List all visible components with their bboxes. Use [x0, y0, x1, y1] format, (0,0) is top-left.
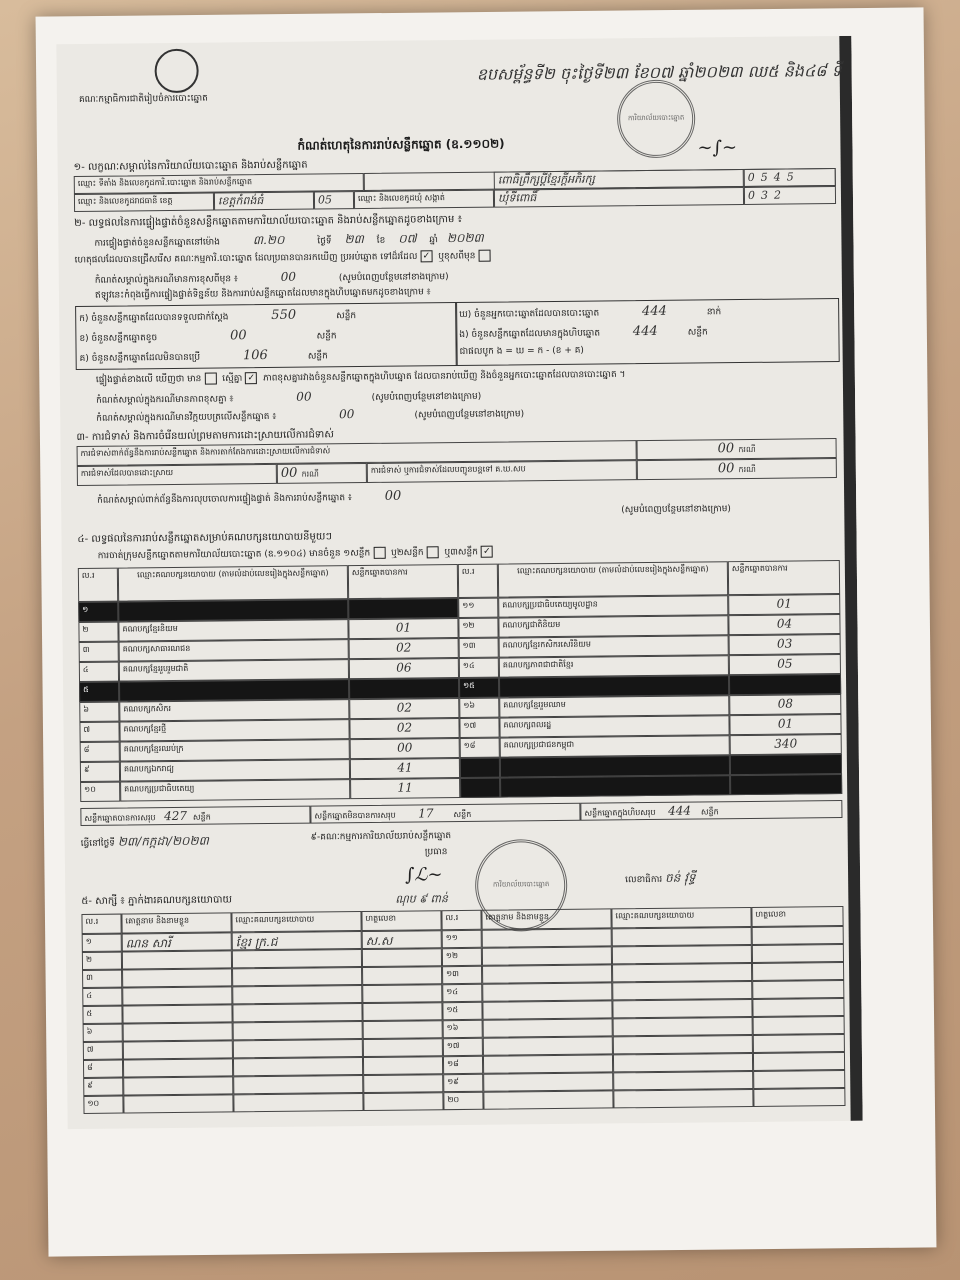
party-row-no-right: ១២ [458, 618, 498, 638]
s1-row1-label: ឈ្មោះ ទីតាំង និងលេខកូដការិ.បោះឆ្នោត និងរាប់សន្លឹកឆ្នោត [74, 173, 364, 194]
count-c: គ) ចំនួនសន្លឹកឆ្នោតដែលមិនបានប្រើ 106 សន្លឹក [79, 347, 328, 364]
witness-row-sign [363, 1038, 443, 1057]
objection-resolved-value: 00 ករណី [277, 463, 367, 484]
nec-logo-icon [154, 49, 198, 93]
official-stamp: ការិយាល័យបោះឆ្នោត [617, 80, 696, 159]
sheets-1-checkbox[interactable] [373, 547, 385, 559]
col-party-header: ឈ្មោះគណបក្សនយោបាយ (តាមលំដាប់លេខរៀងក្នុងសន្លឹកឆ្នោត) [118, 565, 348, 601]
count-d: ឃ) ចំនួនអ្នកបោះឆ្នោតដែលបានបោះឆ្នោត 444 នាក់ [459, 303, 722, 320]
witness-row-party [233, 1021, 363, 1040]
commune-code: 032 [744, 186, 836, 205]
witness-row-party [233, 1075, 363, 1094]
witness-row-no: ៥ [82, 1006, 122, 1024]
witness-no-header-right: ល.រ [441, 910, 481, 930]
witness-row-sign-right [753, 1088, 845, 1107]
commune-name: ឃុំទីពោធិ៍ [494, 187, 744, 208]
org-name: គណៈកម្មាធិការជាតិរៀបចំការបោះឆ្នោត [78, 93, 208, 105]
witness-name-header: គោត្តនាម និងនាមខ្លួន [121, 912, 231, 933]
witness-row-name [123, 1094, 233, 1113]
witness-row-name-right [482, 928, 612, 947]
section2-heading: ២- លទ្ធផលនៃការផ្ទៀងផ្ទាត់ចំនួនសន្លឹកឆ្នោតតាមការិយាល័យបោះឆ្នោត និងរាប់សន្លឹកឆ្នោតដូចខាងក្រោម ៖ [74, 213, 463, 230]
witness-row-name [122, 1004, 232, 1023]
station-name: ពោធិព្រឹក្សប្តីខ្មែរក្តីអភិរក្ស [494, 169, 744, 190]
party-row-no-right: ១៤ [459, 658, 499, 678]
station-code: 0545 [744, 168, 836, 187]
total-valid: សន្លឹកឆ្នោតបានការសរុប 427 សន្លឹក [80, 806, 310, 826]
witness-row-sign-right [753, 1016, 845, 1035]
witness-row-no-right: ២០ [443, 1092, 483, 1110]
witness-row-sign [362, 1002, 442, 1021]
cancel-note-fill: (សូមបំពេញបន្ថែមនៅខាងក្រោម) [621, 504, 731, 516]
witness-row-sign [362, 948, 442, 967]
section4-heading: ៤- លទ្ធផលនៃការរាប់សន្លឹកឆ្នោតសម្រាប់គណបក្សនយោបាយនីមួយៗ [77, 531, 333, 545]
witness-row-no: ៨ [83, 1060, 123, 1078]
party-row-votes-right: 03 [729, 634, 841, 655]
witness-row-name [123, 1058, 233, 1077]
ballot-yes-checkbox[interactable]: ✓ [420, 250, 432, 262]
witness-row-sign [362, 966, 442, 985]
witness-row-name-right [483, 1018, 613, 1037]
witness-row-name-right [483, 1036, 613, 1055]
party-row-name-right: គណបក្សភាពជាជាតិខ្មែរ [499, 655, 729, 677]
party-row-votes-left [348, 598, 458, 619]
party-row-no-left: ៤ [79, 662, 119, 682]
party-row-no-left: ១ [78, 602, 118, 622]
party-row-votes-right: 01 [729, 714, 841, 735]
objection-row1-value: 00 ករណី [637, 438, 837, 460]
party-row-name-right: គណបក្សខ្មែររួមឈាម [499, 695, 729, 717]
secretary-label: លេខាធិការ ចន់ វុទ្ធី [625, 870, 696, 886]
witness-row-no: ៣ [82, 970, 122, 988]
witness1-signature: ស.ស [365, 933, 393, 949]
party-row-votes-right [730, 754, 842, 775]
party-row-no-left: ៨ [80, 742, 120, 762]
party-row-name-left: គណបក្សឯករាជ្យ [120, 759, 350, 781]
witness-row-name-right [483, 1054, 613, 1073]
party-row-votes-left [349, 678, 459, 699]
witness-row-sign-right [753, 1070, 845, 1089]
verify-time-line: ការផ្ទៀងផ្ទាត់ចំនួនសន្លឹកឆ្នោតនៅម៉ោង ៣.២០ ថ្ងៃទី ២៣ ខែ ០៧ ឆ្នាំ ២០២៣ [94, 230, 484, 249]
witness-row-name [123, 1022, 233, 1041]
party-row-votes-left: 02 [349, 718, 459, 739]
s1-row2-label: ឈ្មោះ និងលេខកូដរាជធានី ខេត្ត [74, 193, 214, 212]
count-b: ខ) ចំនួនសន្លឹកឆ្នោតខូច 00 សន្លឹក [79, 328, 337, 344]
witness-row-party [232, 967, 362, 986]
witness-row-no-right: ១៥ [442, 1002, 482, 1020]
witness-row-no: ១០ [83, 1096, 123, 1114]
witness-row-sign-right [752, 944, 844, 963]
province-name: ខេត្តកំពង់ធំ [214, 192, 314, 211]
witness-row-sign [363, 1020, 443, 1039]
party-row-name-left: គណបក្សសាធារណជន [119, 639, 349, 661]
witness-row-name-right [482, 982, 612, 1001]
witness-row-name-right [482, 946, 612, 965]
witness-row-party-right [613, 1035, 753, 1054]
extra2-line: កំណត់សម្គាល់ក្នុងករណីមានវិក្កយបត្រលើសន្លឹកឆ្នោត ៖ 00 (សូមបំពេញបន្ថែមនៅខាងក្រោម) [96, 407, 525, 424]
party-row-votes-right [729, 674, 841, 695]
witness-row-party-right [612, 945, 752, 964]
witness-row-no-right: ១៨ [443, 1056, 483, 1074]
difference-line: កំណត់សម្គាល់ក្នុងករណីមានការខុសពីមុន ៖ 00 (សូមបំពេញបន្ថែមនៅខាងក្រោម) [94, 269, 449, 286]
ballot-box-line: ហេតុផលដែលបានជ្រើសរើស គណៈកម្មការិ.បោះឆ្នោត ដែលប្រធានបានរកឃើញ ប្រអប់ឆ្នោត ទៅដ៏រដែល ✓ ឬខុសពីមុន [75, 250, 494, 268]
witness-row-party-right [612, 927, 752, 946]
section1-heading: ១- លក្ខណៈសម្គាល់នៃការិយាល័យបោះឆ្នោត និងរាប់សន្លឹកឆ្នោត [73, 159, 308, 174]
party-row-name-right: គណបក្សខ្មែរកសិករសេរីនិយម [499, 635, 729, 657]
witness-row-name [122, 986, 232, 1005]
sheets-2-checkbox[interactable] [427, 546, 439, 558]
objection-forwarded-label: ការជំទាស់ ឬការជំទាស់ដែលបញ្ជូនបន្តទៅ គ.ឃ.សប [367, 460, 637, 483]
witness-row-sign-right [752, 926, 844, 945]
party-row-votes-left: 02 [349, 638, 459, 659]
witness-row-sign-right [753, 1052, 845, 1071]
match-line: ផ្ទៀងផ្ទាត់ខាងលើ ឃើញថា មាន ស្មើគ្នា ✓ ភាពខុសគ្នារវាងចំនួនសន្លឹកឆ្នោតក្នុងហិបឆ្នោត ដែលបានរាប់ឃើញ និងចំនួនអ្នកបោះឆ្នោតដែលបានបោះឆ្នោត ។ [95, 369, 626, 386]
total-all: សន្លឹកឆ្នោតក្នុងហិបសរុប 444 សន្លឹក [580, 800, 842, 821]
section2-intro: ឥឡូវនេះកំពុងធ្វើការផ្ទៀងផ្ទាត់ទិន្នន័យ និងការរាប់សន្លឹកឆ្នោតដែលមានក្នុងហិបឆ្នោតមកដូចខាងក្រោម ៖ [94, 287, 431, 301]
witness-party-header: ឈ្មោះគណបក្សនយោបាយ [231, 911, 361, 932]
witness-row-no: ២ [82, 952, 122, 970]
s1-commune-label: ឈ្មោះ និងលេខកូដឃុំ សង្កាត់ [354, 190, 494, 209]
party-row-name-left: គណបក្សកសិករ [119, 699, 349, 721]
col-votes-header-right: សន្លឹកឆ្នោតបានការ [728, 560, 840, 595]
committee-label: ៩-គណៈកម្មការការិយាល័យរាប់សន្លឹកឆ្នោត [310, 831, 452, 843]
committee-stamp: ការិយាល័យបោះឆ្នោត [475, 839, 568, 932]
witness-row-no-right: ១១ [442, 930, 482, 948]
signature-top: ~∫~ [697, 137, 738, 159]
witness-row-no-right: ១៣ [442, 966, 482, 984]
party-row-name-right: គណបក្សប្រជាធិបតេយ្យមូលដ្ឋាន [498, 595, 728, 617]
total-invalid: សន្លឹកឆ្នោតមិនបានការសរុប 17 សន្លឹក [310, 803, 580, 824]
party-row-name-right: គណបក្សប្រជាជនកម្ពុជា [500, 735, 730, 757]
president-name: ណុប ៩ ពាន់ [395, 892, 449, 906]
witness-row-name-right [482, 1000, 612, 1019]
president-signature: ∫ℒ~ [404, 864, 443, 886]
objection-row1-label: ការជំទាស់ពាក់ព័ន្ធនឹងការរាប់សន្លឹកឆ្នោត និងការតាក់តែងការដោះស្រាយលើការជំទាស់ [77, 440, 637, 466]
witness-row-no-right: ១៤ [442, 984, 482, 1002]
party-row-name-right [499, 675, 729, 697]
president-label: ប្រធាន [424, 847, 448, 858]
cancel-note-line: កំណត់សម្គាល់ពាក់ព័ន្ធនឹងការលុបចោលការផ្ទៀងផ្ទាត់ និងការរាប់សន្លឹកឆ្នោត ៖ 00 [97, 488, 402, 506]
party-row-no-right: ១៥ [459, 678, 499, 698]
witness-row-sign-right [753, 1034, 845, 1053]
witness-row-party [232, 985, 362, 1004]
witness-row-no: ៤ [82, 988, 122, 1006]
witness-row-party-right [613, 1053, 753, 1072]
section3-heading: ៣- ការជំទាស់ និងការចំរើនយល់ព្រមតាមការដោះស្រាយលើការជំទាស់ [76, 429, 334, 444]
party-row-votes-right: 08 [729, 694, 841, 715]
party-row-name-right: គណបក្សជាតិនិយម [498, 615, 728, 637]
party-row-name-left: គណបក្សប្រជាធិបតេយ្យ [120, 779, 350, 801]
witness-name-header-right: គោត្តនាម និងនាមខ្លួន [481, 908, 611, 929]
witness-row-name [123, 1040, 233, 1059]
witness-row-party-right [612, 999, 752, 1018]
handwritten-note: ឧបសម្ព័ន្ធទី២ ចុះថ្ងៃទី២៣ ខែ០៧ ឆ្នាំ២០២៣ ឈ៥ និង៤៨ ទី [476, 60, 842, 84]
witness-row-sign [363, 1056, 443, 1075]
party-row-no-right: ១១ [458, 598, 498, 618]
objection-resolved-label: ការជំទាស់ដែលបានដោះស្រាយ [77, 464, 277, 486]
party-row-name-right [500, 775, 730, 797]
party-row-name-right: គណបក្សពលរដ្ឋ [499, 715, 729, 737]
count-a: ក) ចំនួនសន្លឹកឆ្នោតដែលបានទទួលជាក់ស្ដែង 550 សន្លឹក [79, 307, 357, 324]
col-no-header: ល.រ [78, 568, 118, 602]
party-row-no-left: ២ [78, 622, 118, 642]
witness1-name: ណន សារី [125, 936, 171, 951]
witness-row-party [233, 1093, 363, 1112]
witness-row-sign [363, 1092, 443, 1111]
match-diff-checkbox[interactable]: ✓ [245, 372, 257, 384]
date-line: ធ្វើនៅថ្ងៃទី ២៣/កក្កដា/២០២៣ [80, 833, 209, 849]
party-row-no-right: ១៧ [459, 718, 499, 738]
party-row-votes-right: 04 [728, 614, 840, 635]
verify-year: ២០២៣ [446, 230, 484, 246]
form-title: កំណត់ហេតុនៃការរាប់សន្លឹកឆ្នោត (ឧ.១១០២) [297, 136, 505, 153]
party-row-votes-left: 06 [349, 658, 459, 679]
party-row-no-right: ១៣ [459, 638, 499, 658]
witness-row-party [232, 1003, 362, 1022]
sheets-3-checkbox[interactable]: ✓ [481, 546, 493, 558]
section5-heading: ៥- សាក្សី ៖ ភ្នាក់ងារគណបក្សនយោបាយ [81, 894, 233, 907]
witness-row-name-right [482, 964, 612, 983]
party-row-votes-right [730, 774, 842, 795]
party-row-votes-right: 05 [729, 654, 841, 675]
witness-row-sign [363, 1074, 443, 1093]
party-row-no-left: ៥ [79, 682, 119, 702]
col-votes-header: សន្លឹកឆ្នោតបានការ [348, 564, 458, 599]
witness-row-no-right: ១២ [442, 948, 482, 966]
party-row-votes-right: 340 [730, 734, 842, 755]
witness-row-party-right [613, 1017, 753, 1036]
witness-row-sign-right [752, 998, 844, 1017]
party-row-name-right [500, 755, 730, 777]
election-report-form [56, 36, 862, 1129]
witness-row-party-right [612, 963, 752, 982]
verify-day: ២៣ [344, 231, 364, 247]
party-row-no-left: ៧ [79, 722, 119, 742]
witness-row-no-right: ១៩ [443, 1074, 483, 1092]
witness-row-no: ៧ [83, 1042, 123, 1060]
witness-party-header-right: ឈ្មោះគណបក្សនយោបាយ [611, 907, 751, 928]
witness-row-name [122, 968, 232, 987]
witness-row-party [233, 1057, 363, 1076]
witness-row-name [123, 1076, 233, 1095]
party-row-no-right [460, 758, 500, 778]
witness-row-party-right [613, 1089, 753, 1108]
party-row-no-left: ៦ [79, 702, 119, 722]
party-row-votes-right: 01 [728, 594, 840, 615]
witness-row-no-right: ១៧ [443, 1038, 483, 1056]
party-row-votes-left: 01 [348, 618, 458, 639]
witness-row-party-right [612, 981, 752, 1000]
party-row-name-left: គណបក្សខ្មែរឈប់ក្រ [120, 739, 350, 761]
extra1-line: កំណត់សម្គាល់ក្នុងករណីមានភាពខុសគ្នា ៖ 00 (សូមបំពេញបន្ថែមនៅខាងក្រោម) [96, 389, 482, 406]
ballot-no-checkbox[interactable] [478, 250, 490, 262]
party-row-name-left [119, 679, 349, 701]
witness-row-no: ៦ [83, 1024, 123, 1042]
witness-row-no-right: ១៦ [443, 1020, 483, 1038]
verify-month: ០៧ [398, 231, 417, 246]
party-row-no-left: ៩ [80, 762, 120, 782]
party-row-no-left: ១០ [80, 782, 120, 802]
witness-row-sign-right [752, 962, 844, 981]
witness1-party: ខ្មែរ ក្រ.ជ [235, 934, 278, 950]
witness-no-header: ល.រ [81, 914, 121, 934]
witness-sign-header: ហត្ថលេខា [361, 910, 441, 931]
party-row-votes-left: 02 [349, 698, 459, 719]
party-row-name-left: គណបក្សខ្មែរនិយម [118, 619, 348, 641]
col-party-header-right: ឈ្មោះគណបក្សនយោបាយ (តាមលំដាប់លេខរៀងក្នុងសន្លឹកឆ្នោត) [498, 561, 728, 597]
party-row-name-left [118, 599, 348, 621]
party-row-no-right [460, 778, 500, 798]
party-row-no-left: ៣ [79, 642, 119, 662]
match-yes-checkbox[interactable] [204, 373, 216, 385]
count-e: ង) ចំនួនសន្លឹកឆ្នោតដែលមានក្នុងហិបឆ្នោត 444 សន្លឹក [459, 323, 708, 340]
party-row-name-left: គណបក្សខ្មែរថ្មី [119, 719, 349, 741]
witness-row-no: ១ [82, 934, 122, 952]
party-row-votes-left: 41 [350, 758, 460, 779]
witness-row-name-right [483, 1090, 613, 1109]
col-no-header-right: ល.រ [458, 564, 498, 598]
witness-row-party [233, 1039, 363, 1058]
ballot-sheets-line: ការចាត់ក្រុមសន្លឹកឆ្នោតតាមការិយាល័យបោះឆ្នោត (ឧ.១១០៤) មានចំនួន ១សន្លឹក ឬ២សន្លឹក ឬ៣សន្លឹក ✓ [98, 546, 496, 564]
province-code: 05 [314, 191, 354, 209]
party-row-votes-left: 00 [350, 738, 460, 759]
party-row-votes-left: 11 [350, 778, 460, 799]
witness-row-sign-right [752, 980, 844, 999]
verify-time: ៣.២០ [252, 232, 285, 248]
party-row-no-right: ១៦ [459, 698, 499, 718]
objection-forwarded-value: 00 ករណី [637, 458, 837, 480]
witness-row-no: ៩ [83, 1078, 123, 1096]
witness-sign-header-right: ហត្ថលេខា [751, 906, 843, 927]
party-row-no-right: ១៨ [460, 738, 500, 758]
party-row-name-left: គណបក្សខ្មែររួបរួមជាតិ [119, 659, 349, 681]
witness-row-name-right [483, 1072, 613, 1091]
witness-row-sign [362, 984, 442, 1003]
witness-row-party-right [613, 1071, 753, 1090]
count-formula: ជាផលបូក ង = ឃ = ក - (ខ + គ) [459, 345, 584, 357]
